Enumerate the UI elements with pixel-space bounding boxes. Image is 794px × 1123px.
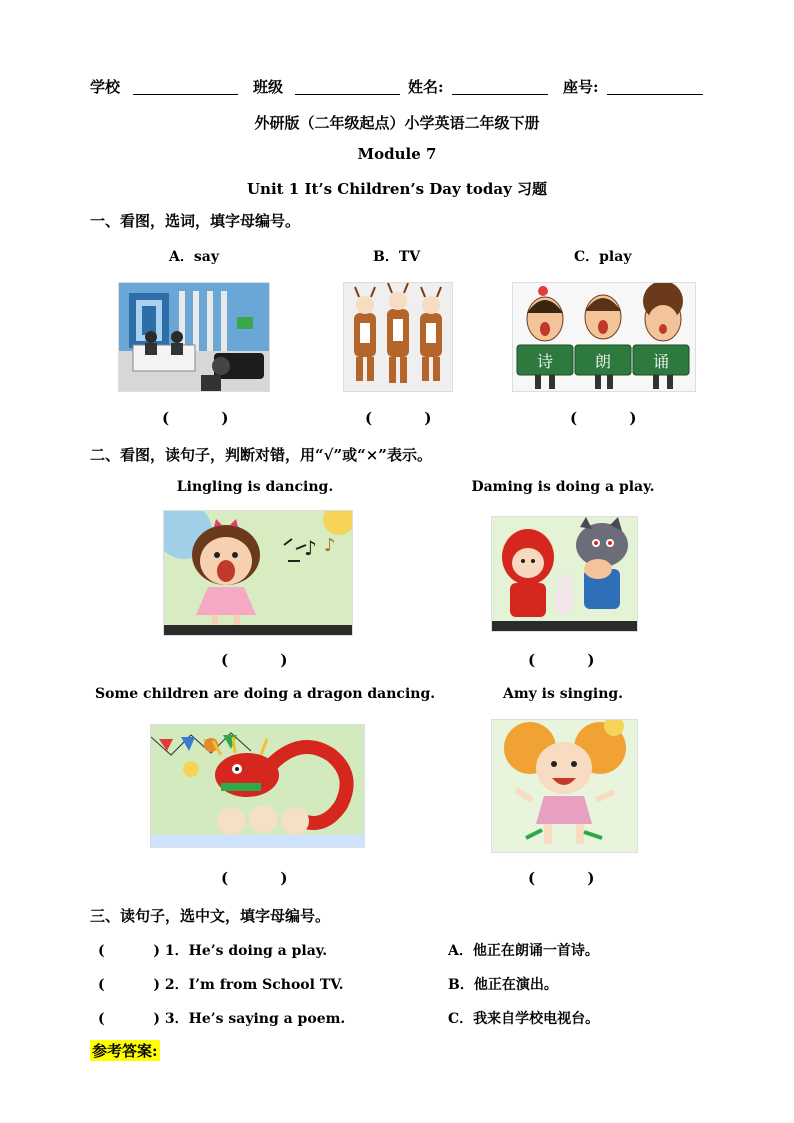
school-blank[interactable]	[133, 94, 238, 95]
dragon-dance-image	[150, 724, 365, 848]
judge-blank-1[interactable]: ( )	[221, 651, 288, 669]
question-1: ( ) 1．He’s doing a play.	[98, 943, 328, 959]
option-a: A．say	[169, 249, 219, 265]
seat-label: 座号:	[563, 78, 599, 96]
choice-a: A．他正在朗诵一首诗。	[448, 943, 599, 959]
class-label: 班级	[253, 78, 284, 96]
question-3: ( ) 3．He’s saying a poem.	[98, 1011, 346, 1027]
judge-blank-2[interactable]: ( )	[528, 651, 595, 669]
page-title: 外研版（二年级起点）小学英语二年级下册	[254, 114, 540, 132]
poem-recital-image	[512, 282, 696, 392]
poster-char-3: 诵	[652, 352, 670, 371]
amy-image	[491, 719, 638, 853]
sentence-3: Some children are doing a dragon dancing.	[95, 686, 436, 702]
name-label: 姓名:	[408, 78, 444, 96]
svg-text:♪: ♪	[324, 535, 336, 556]
answer-blank-1[interactable]: ( )	[162, 409, 229, 427]
lingling-image	[163, 510, 353, 636]
seat-blank[interactable]	[607, 94, 703, 95]
section2-heading: 二、看图，读句子，判断对错，用“√”或“×”表示。	[90, 446, 432, 464]
choice-b: B．他正在演出。	[448, 977, 558, 993]
choice-c: C．我来自学校电视台。	[448, 1011, 600, 1027]
daming-play-image	[491, 516, 638, 632]
question-2: ( ) 2．I’m from School TV.	[98, 977, 344, 993]
answer-blank-2[interactable]: ( )	[365, 409, 432, 427]
judge-blank-3[interactable]: ( )	[221, 869, 288, 887]
section1-heading: 一、看图，选词，填字母编号。	[90, 212, 301, 230]
svg-text:♪: ♪	[304, 536, 317, 560]
module-title: Module 7	[357, 145, 437, 163]
student-info-line	[90, 76, 710, 98]
school-label: 学校	[90, 78, 121, 96]
tv-studio-image	[118, 282, 270, 392]
class-blank[interactable]	[295, 94, 400, 95]
costume-play-image	[343, 282, 453, 392]
sentence-4: Amy is singing.	[502, 686, 624, 702]
answer-blank-3[interactable]: ( )	[570, 409, 637, 427]
unit-title: Unit 1 It’s Children’s Day today 习题	[246, 180, 548, 198]
section3-heading: 三、读句子，选中文，填字母编号。	[90, 907, 331, 925]
poster-char-2: 朗	[594, 352, 612, 371]
sentence-2: Daming is doing a play.	[471, 479, 655, 495]
option-b: B．TV	[373, 249, 421, 265]
option-c: C．play	[574, 249, 632, 265]
name-blank[interactable]	[452, 94, 548, 95]
judge-blank-4[interactable]: ( )	[528, 869, 595, 887]
reference-answer-label: 参考答案:	[92, 1042, 158, 1060]
poster-char-1: 诗	[536, 352, 554, 371]
sentence-1: Lingling is dancing.	[176, 479, 334, 495]
